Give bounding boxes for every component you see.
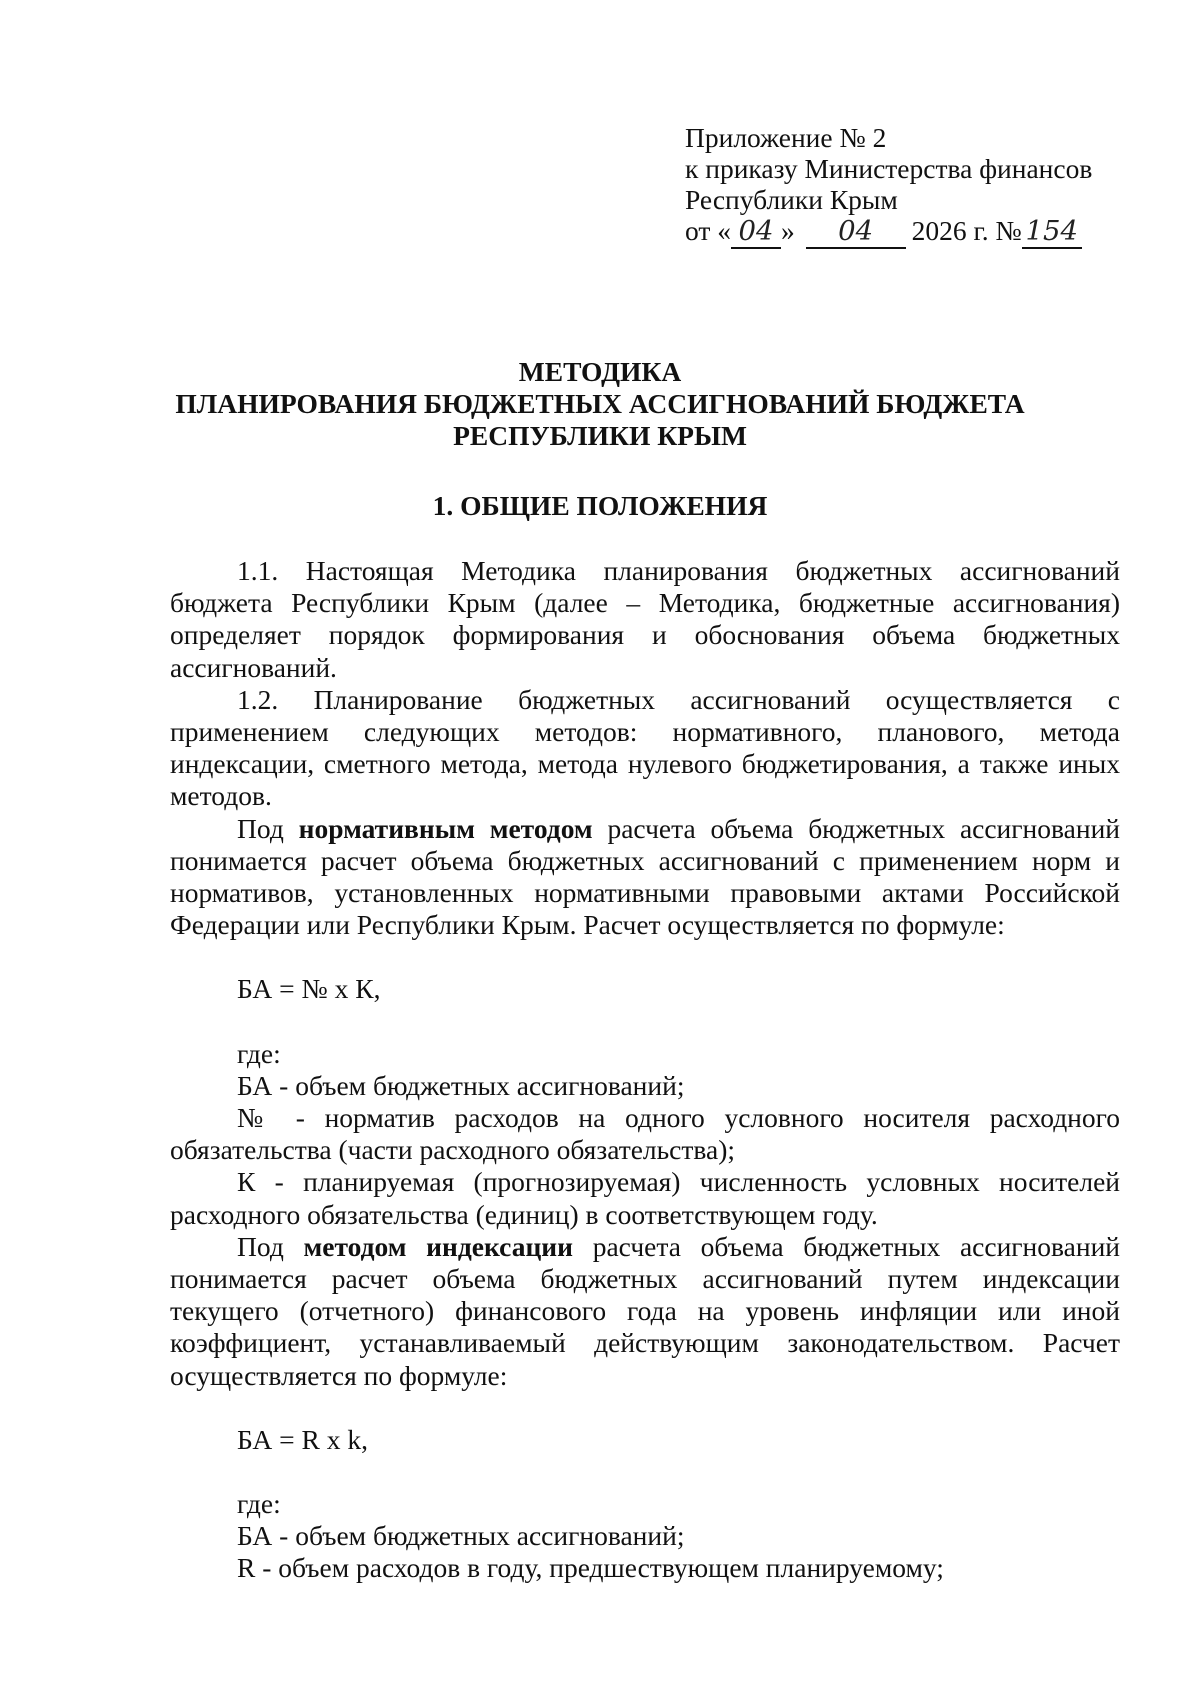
indexation-rest: расчета объема бюджетных ассигнований понимается расчет объема бюджетных ассигнований путем индексации текущего (отчетного) финансового года на уровень инфляции или иной коэффициент, устанавливаемый действующим законодательством. Расчет осуществляется по формуле: xyxy=(170,1230,1121,1391)
normative-def-ba: БА - объем бюджетных ассигнований; xyxy=(237,1069,685,1101)
indexation-method-paragraph xyxy=(170,1231,1120,1392)
indexation-def-r: R - объем расходов в году, предшествующем планируемому; xyxy=(237,1552,944,1584)
normative-lead: Под xyxy=(237,812,299,844)
appendix-header xyxy=(685,122,1155,249)
title-line-2: ПЛАНИРОВАНИЯ БЮДЖЕТНЫХ АССИГНОВАНИЙ БЮДЖЕТА xyxy=(175,388,1025,419)
order-date-line xyxy=(685,215,1155,249)
indexation-formula: БА = R х k, xyxy=(237,1423,369,1455)
appendix-number: Приложение № 2 xyxy=(685,122,887,153)
normative-def-k: К - планируемая (прогнозируемая) численность условных носителей расходного обязательства (единиц) в соответствующем году. xyxy=(170,1166,1120,1230)
title-line-3: РЕСПУБЛИКИ КРЫМ xyxy=(453,420,747,451)
handwritten-month-text: 04 xyxy=(838,215,874,247)
normative-formula: БА = № х К, xyxy=(237,973,381,1005)
paragraph-1-2: 1.2. Планирование бюджетных ассигнований осуществляется с применением следующих методов: нормативного, планового, метода индексации, сметного метода, метода нулевого бюджетирования, а также иных методов. xyxy=(170,683,1120,812)
indexation-def-ba: БА - объем бюджетных ассигнований; xyxy=(237,1520,685,1552)
handwritten-order-number xyxy=(1022,215,1082,249)
republic-name: Республики Крым xyxy=(685,184,898,215)
handwritten-day xyxy=(731,215,781,249)
document-title xyxy=(100,356,1100,452)
indexation-method-term: методом индексации xyxy=(303,1230,573,1262)
order-reference: к приказу Министерства финансов xyxy=(685,153,1093,184)
paragraph-1-1: 1.1. Настоящая Методика планирования бюджетных ассигнований бюджета Республики Крым (далее – Методика, бюджетные ассигнования) определяет порядок формирования и обоснования объема бюджетных ассигнований. xyxy=(170,555,1120,683)
normative-method-paragraph xyxy=(170,813,1120,942)
title-line-1: МЕТОДИКА xyxy=(518,356,682,387)
document-body xyxy=(170,555,1120,1585)
normative-method-term: нормативным методом xyxy=(298,812,593,844)
handwritten-order-number-text: 154 xyxy=(1025,215,1078,247)
handwritten-month xyxy=(806,215,906,249)
date-mid: » xyxy=(781,215,795,246)
normative-rest: расчета объема бюджетных ассигнований понимается расчет объема бюджетных ассигнований с применением норм и нормативов, установленных нормативными правовыми актами Российской Федерации или Республики Крым. Расчет осуществляется по формуле: xyxy=(170,812,1121,941)
handwritten-day-text: 04 xyxy=(738,215,774,247)
indexation-lead: Под xyxy=(237,1230,304,1262)
indexation-where: где: xyxy=(237,1488,281,1520)
normative-where: где: xyxy=(237,1037,281,1069)
date-prefix: от « xyxy=(685,215,732,246)
section-title: 1. ОБЩИЕ ПОЛОЖЕНИЯ xyxy=(432,490,768,521)
year-and-number-label: 2026 г. № xyxy=(911,215,1022,246)
normative-def-n: № - норматив расходов на одного условного носителя расходного обязательства (части расходного обязательства); xyxy=(170,1102,1120,1166)
